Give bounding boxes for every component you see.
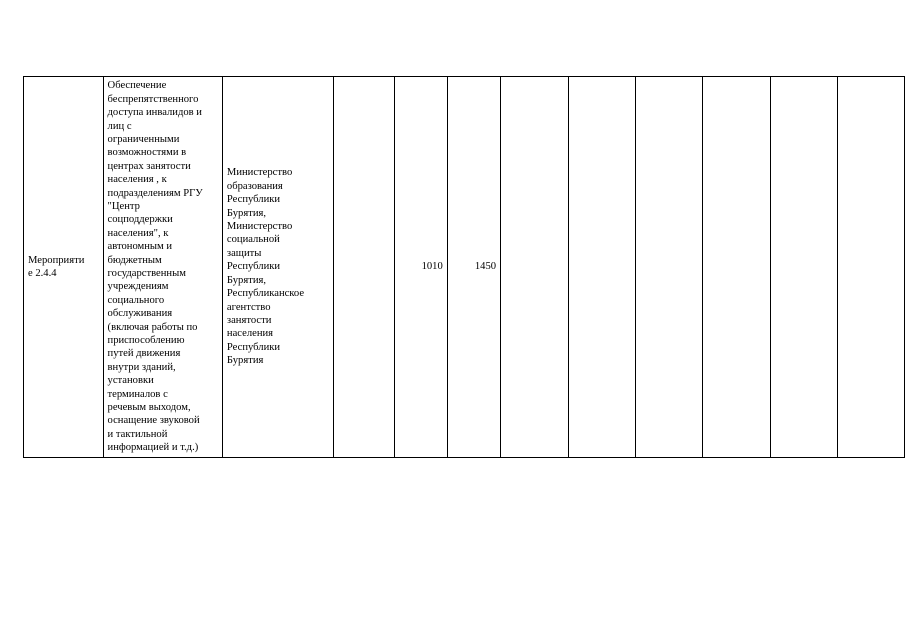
empty-cell-9 <box>636 77 703 458</box>
empty-cell-11 <box>770 77 837 458</box>
executors-cell <box>222 77 333 458</box>
event-code-cell <box>24 77 104 458</box>
empty-cell-4 <box>334 77 394 458</box>
event-code: Мероприяти е 2.4.4 <box>28 254 85 279</box>
program-table <box>23 76 905 458</box>
empty-cell-12 <box>837 77 904 458</box>
value-cell-1 <box>394 77 447 458</box>
value-1: 1010 <box>421 261 443 273</box>
event-executors: Министерство образования Республики Бурятия, Министерство социальной защиты Республики Бурятия, Республиканское агентство занятости населения Республики Бурятия <box>226 167 305 367</box>
empty-cell-8 <box>569 77 636 458</box>
value-cell-2 <box>447 77 500 458</box>
table-row <box>24 77 905 458</box>
empty-cell-7 <box>501 77 569 458</box>
value-2: 1450 <box>474 261 497 273</box>
event-description: Обеспечение беспрепятственного доступа инвалидов и лиц с ограниченными возможностями в центрах занятости населения , к подразделениям РГУ "Центр соцподдержки населения", к автономным и бюджетным государственным учреждениям социального обслуживания (включая работы по приспособлению путей движения внутри зданий, установки терминалов с речевым выходом, оснащение звуковой и тактильной информацией и т.д.) <box>107 80 203 454</box>
empty-cell-10 <box>703 77 770 458</box>
description-cell <box>103 77 222 458</box>
